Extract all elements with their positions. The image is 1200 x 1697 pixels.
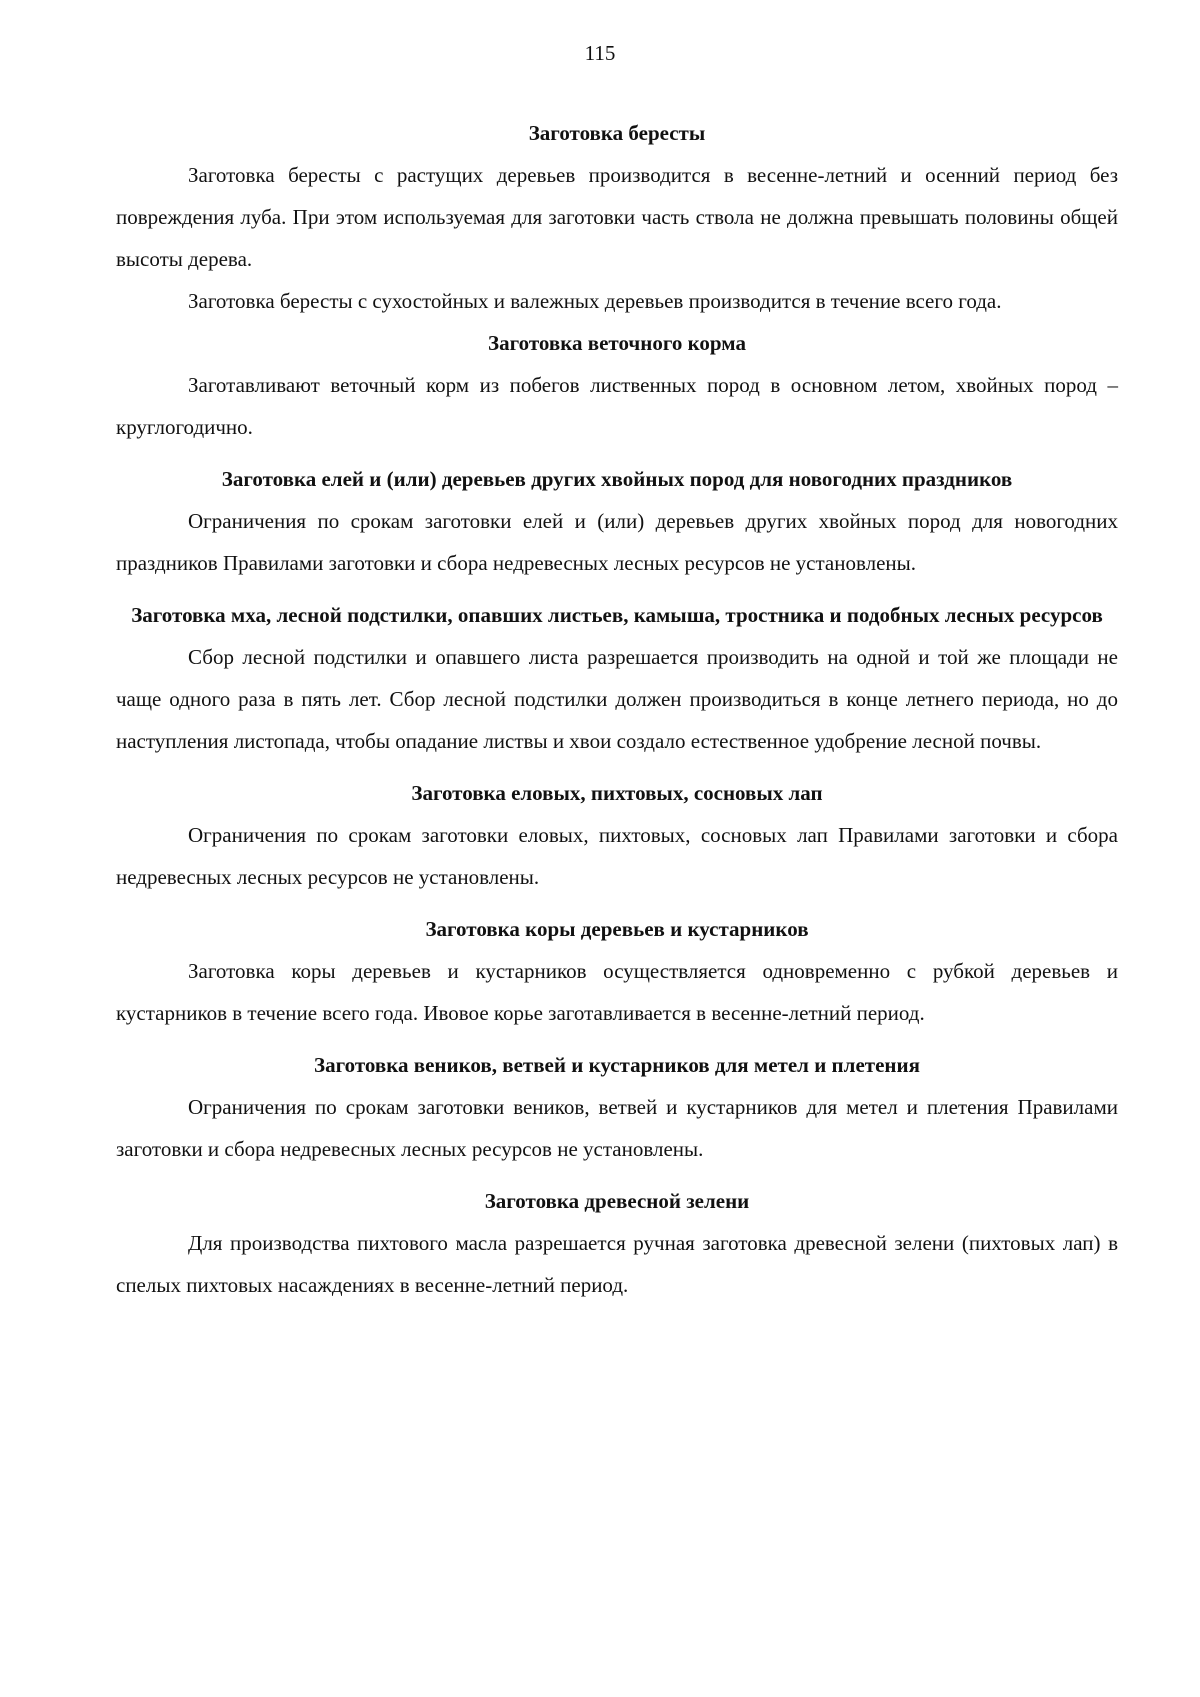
section-heading: Заготовка древесной зелени	[484, 1189, 750, 1213]
paragraph: Для производства пихтового масла разрешается ручная заготовка древесной зелени (пихтовых лап) в спелых пихтовых насаждениях в весенне-летний период.	[116, 1231, 1118, 1297]
paragraph: Заготавливают веточный корм из побегов лиственных пород в основном летом, хвойных пород – круглогодично.	[116, 373, 1118, 439]
document-body	[116, 112, 1118, 1306]
paragraph: Ограничения по срокам заготовки елей и (или) деревьев других хвойных пород для новогодних праздников Правилами заготовки и сбора недревесных лесных ресурсов не установлены.	[116, 509, 1118, 575]
paragraph: Ограничения по срокам заготовки веников, ветвей и кустарников для метел и плетения Правилами заготовки и сбора недревесных лесных ресурсов не установлены.	[116, 1095, 1118, 1161]
section-heading: Заготовка веточного корма	[488, 331, 746, 355]
paragraph: Сбор лесной подстилки и опавшего листа разрешается производить на одной и той же площади не чаще одного раза в пять лет. Сбор лесной подстилки должен производиться в конце летнего периода, но до наступления листопада, чтобы опадание листвы и хвои создало естественное удобрение лесной почвы.	[116, 645, 1118, 753]
paragraph: Заготовка бересты с сухостойных и валежных деревьев производится в течение всего года.	[188, 289, 1002, 313]
section-heading: Заготовка бересты	[528, 121, 706, 145]
paragraph: Заготовка коры деревьев и кустарников осуществляется одновременно с рубкой деревьев и кустарников в течение всего года. Ивовое корье заготавливается в весенне-летний период.	[116, 959, 1118, 1025]
paragraph: Заготовка бересты с растущих деревьев производится в весенне-летний и осенний период без повреждения луба. При этом используемая для заготовки часть ствола не должна превышать половины общей высоты дерева.	[116, 163, 1118, 271]
paragraph: Ограничения по срокам заготовки еловых, пихтовых, сосновых лап Правилами заготовки и сбора недревесных лесных ресурсов не установлены.	[116, 823, 1118, 889]
section-heading: Заготовка коры деревьев и кустарников	[425, 917, 809, 941]
section-heading: Заготовка мха, лесной подстилки, опавших листьев, камыша, тростника и подобных лесных ресурсов	[131, 603, 1103, 627]
section-heading: Заготовка веников, ветвей и кустарников для метел и плетения	[314, 1053, 920, 1077]
section-heading: Заготовка елей и (или) деревьев других хвойных пород для новогодних праздников	[221, 467, 1013, 491]
section-heading: Заготовка еловых, пихтовых, сосновых лап	[411, 781, 823, 805]
page-number: 115	[584, 41, 616, 65]
